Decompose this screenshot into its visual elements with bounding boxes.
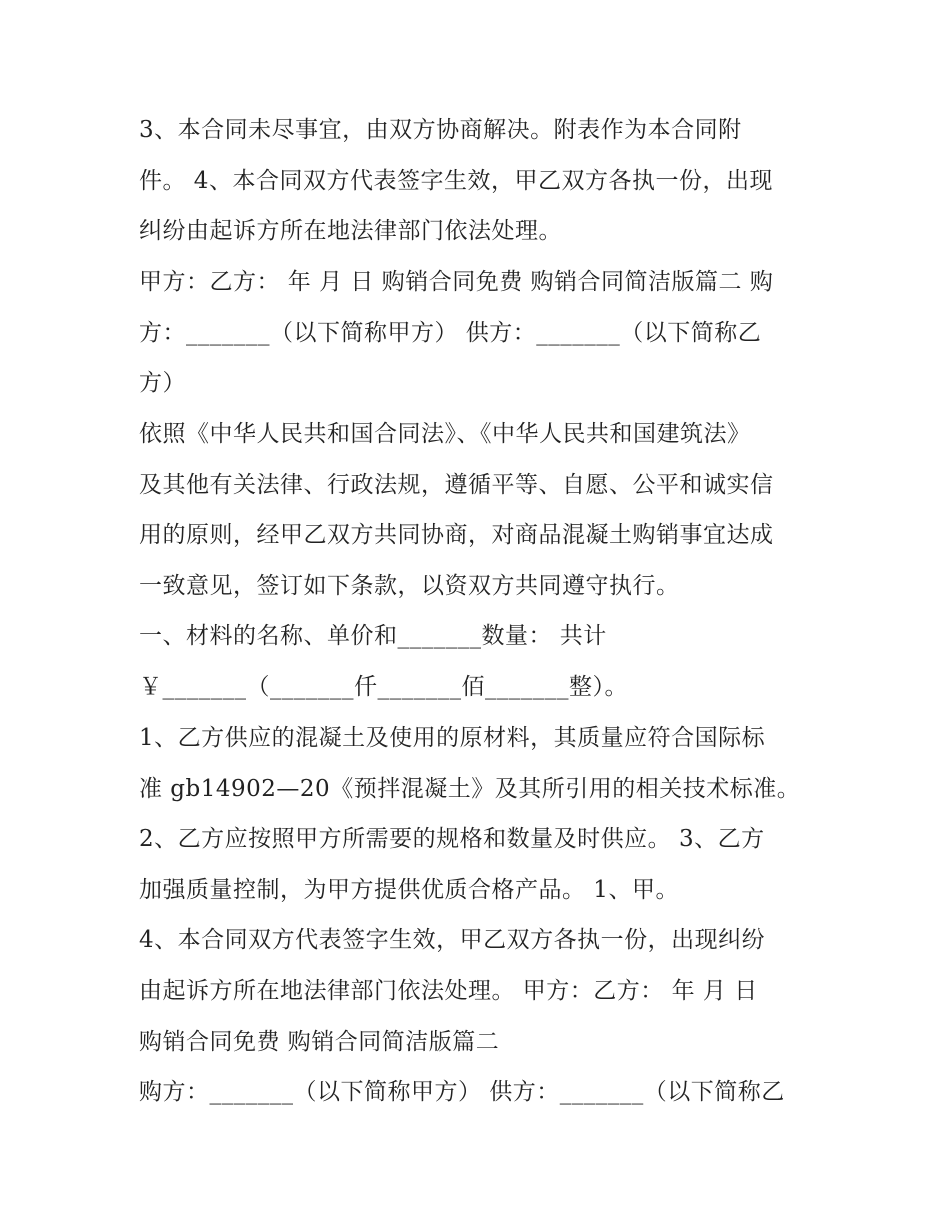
text-line: 及其他有关法律、行政法规，遵循平等、自愿、公平和诚实信 — [139, 472, 774, 498]
text-line: 加强质量控制，为甲方提供优质合格产品。 1、甲。 — [139, 877, 679, 903]
text-line: 一致意见，签订如下条款，以资双方共同遵守执行。 — [139, 573, 680, 599]
text-line: 依照《中华人民共和国合同法》、《中华人民共和国建筑法》 — [139, 421, 751, 447]
text-line: 纠纷由起诉方所在地法律部门依法处理。 — [139, 218, 562, 244]
text-line: 方） — [139, 370, 186, 396]
text-line: 甲方：乙方： 年 月 日 购销合同免费 购销合同简洁版篇二 购 — [139, 269, 774, 295]
text-line: 准 gb14902—20《预拌混凝土》及其所引用的相关技术标准。 — [139, 776, 801, 802]
text-line: 用的原则，经甲乙双方共同协商，对商品混凝土购销事宜达成 — [139, 522, 774, 548]
text-line: 一、材料的名称、单价和_______数量： 共计 — [139, 623, 607, 649]
text-line: ￥_______（_______仟_______佰_______整）。 — [139, 674, 628, 700]
text-line: 4、本合同双方代表签字生效，甲乙双方各执一份，出现纠纷 — [139, 927, 766, 953]
text-line: 3、本合同未尽事宜，由双方协商解决。附表作为本合同附 — [139, 117, 742, 143]
text-line: 方：_______（以下简称甲方） 供方：_______（以下简称乙 — [139, 320, 762, 346]
text-line: 购方：_______（以下简称甲方） 供方：_______（以下简称乙 — [139, 1079, 785, 1105]
text-line: 2、乙方应按照甲方所需要的规格和数量及时供应。 3、乙方 — [139, 826, 765, 852]
text-line: 1、乙方供应的混凝土及使用的原材料，其质量应符合国际标 — [139, 725, 766, 751]
text-line: 购销合同免费 购销合同简洁版篇二 — [139, 1029, 500, 1055]
text-line: 由起诉方所在地法律部门依法处理。 甲方：乙方： 年 月 日 — [139, 978, 758, 1004]
text-line: 件。 4、本合同双方代表签字生效，甲乙双方各执一份，出现 — [139, 168, 773, 194]
